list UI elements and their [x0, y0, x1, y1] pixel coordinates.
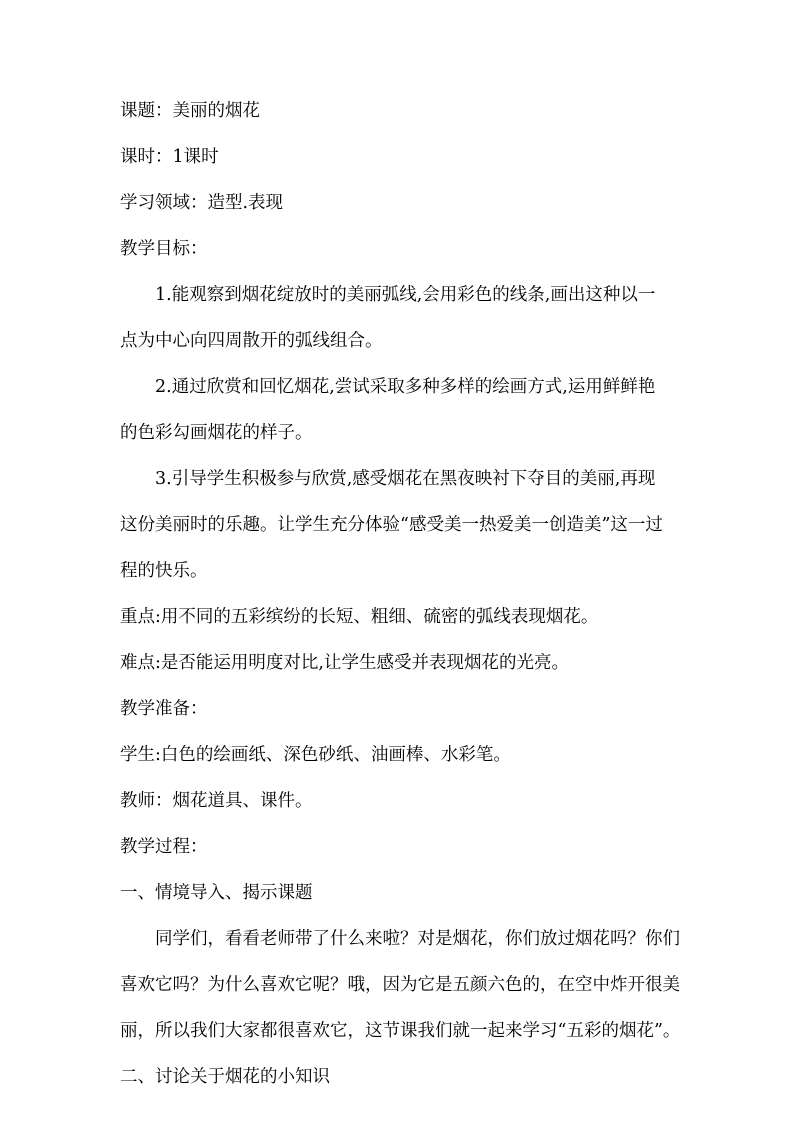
lesson-title: 课题：美丽的烟花	[120, 101, 260, 121]
objective-2	[120, 376, 710, 445]
objective-2-row-1: 2.通过欣赏和回忆烟花,尝试采取多种多样的绘画方式,运用鲜鲜艳	[155, 377, 656, 397]
objective-1	[120, 284, 710, 353]
teacher-materials: 教师：烟花道具、课件。	[120, 791, 313, 811]
lesson-hours: 课时：1课时	[120, 147, 219, 167]
objective-3-row-1: 3.引导学生积极参与欣赏,感受烟花在黑夜映衬下夺目的美丽,再现	[155, 469, 656, 489]
objective-3	[120, 468, 710, 583]
key-point: 重点:用不同的五彩缤纷的长短、粗细、硫密的弧线表现烟花。	[120, 607, 599, 627]
section-1-row-1: 同学们，看看老师带了什么来啦？对是烟花，你们放过烟花吗？你们	[155, 929, 680, 949]
objective-3-row-2: 这份美丽时的乐趣。让学生充分体验“感受美一热爱美一创造美”这一过	[120, 515, 663, 535]
section-1-row-2: 喜欢它吗？为什么喜欢它呢？哦，因为它是五颜六色的，在空中炸开很美	[120, 975, 680, 995]
section-1-body	[120, 928, 710, 1043]
document-page	[120, 100, 710, 1089]
section-1-heading: 一、情境导入、揭示课题	[120, 883, 313, 903]
difficult-point: 难点:是否能运用明度对比,让学生感受并表现烟花的光亮。	[120, 653, 569, 673]
objective-2-row-2: 的色彩勾画烟花的样子。	[120, 423, 313, 443]
preparation-heading: 教学准备：	[120, 699, 208, 719]
section-1-row-3: 丽，所以我们大家都很喜欢它，这节课我们就一起来学习“五彩的烟花”。	[120, 1021, 681, 1041]
objective-3-row-3: 程的快乐。	[120, 561, 208, 581]
objective-1-row-2: 点为中心向四周散开的弧线组合。	[120, 331, 383, 351]
objective-1-row-1: 1.能观察到烟花绽放时的美丽弧线,会用彩色的线条,画出这种以一	[155, 285, 656, 305]
process-heading: 教学过程：	[120, 837, 208, 857]
section-2-heading: 二、讨论关于烟花的小知识	[120, 1067, 330, 1087]
teaching-objectives-heading: 教学目标：	[120, 239, 208, 259]
learning-domain: 学习领域：造型.表现	[120, 193, 284, 213]
student-materials: 学生:白色的绘画纸、深色砂纸、油画棒、水彩笔。	[120, 745, 511, 765]
